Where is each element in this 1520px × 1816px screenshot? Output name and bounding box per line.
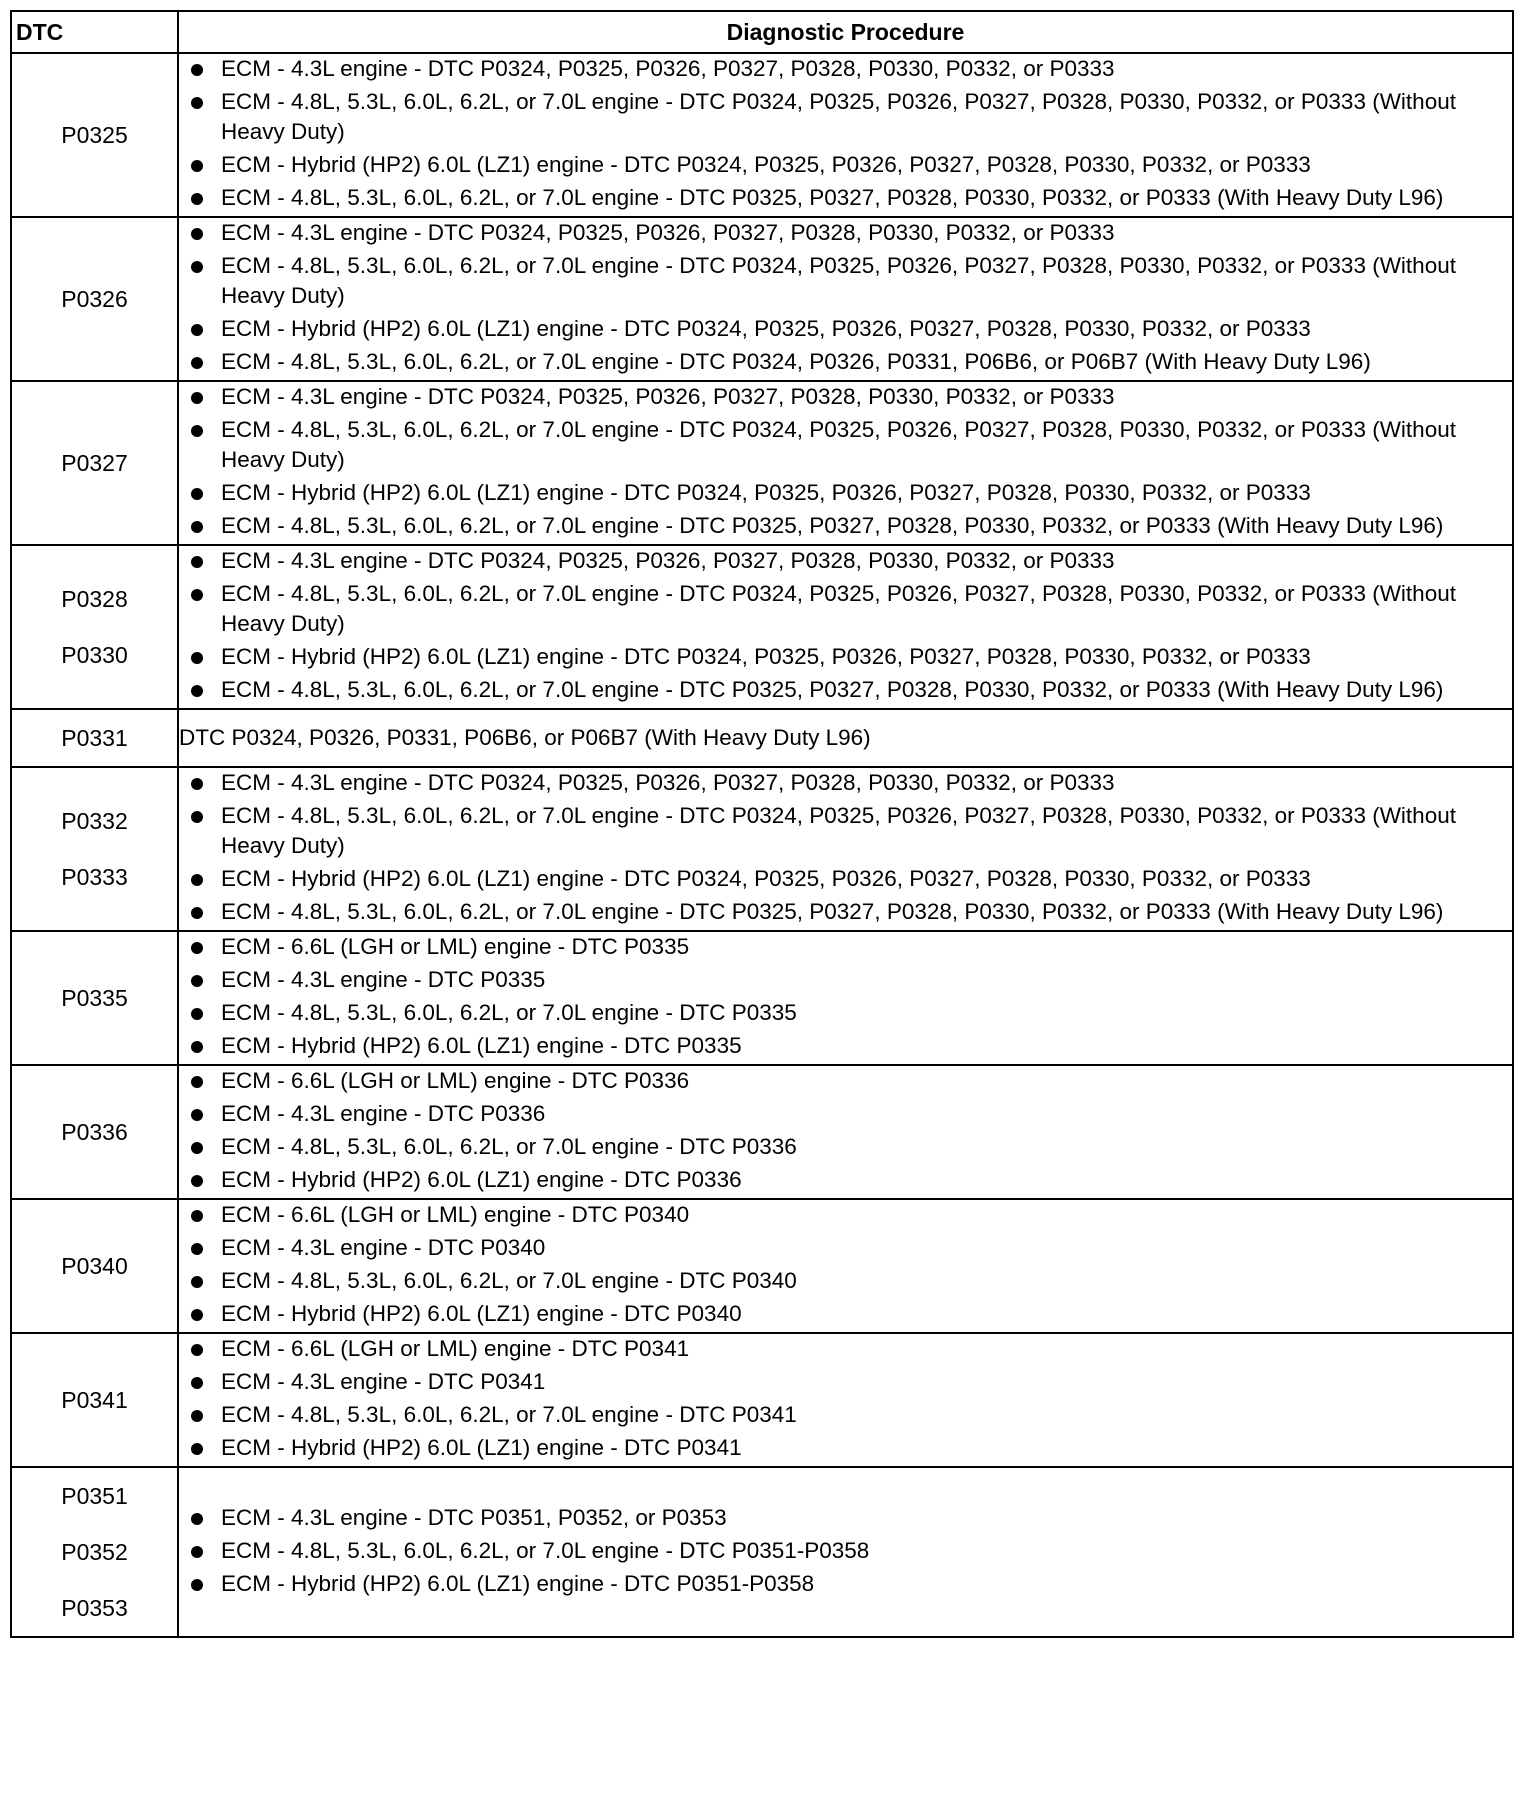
dtc-code: P0353 [61,1595,128,1621]
procedure-item-text: ECM - 4.3L engine - DTC P0351, P0352, or P0353 [221,1504,727,1530]
bullet-icon [191,324,203,336]
procedure-item-text: ECM - 4.3L engine - DTC P0324, P0325, P0326, P0327, P0328, P0330, P0332, or P0333 [221,548,1115,573]
procedure-item [179,1099,1512,1129]
procedure-list [179,1200,1512,1329]
procedure-item [179,87,1512,147]
bullet-icon [191,1546,203,1558]
procedure-cell [178,931,1513,1065]
table-row [11,53,1513,217]
procedure-item-text: ECM - 4.3L engine - DTC P0324, P0325, P0326, P0327, P0328, P0330, P0332, or P0333 [221,56,1115,81]
procedure-item-text: ECM - Hybrid (HP2) 6.0L (LZ1) engine - DTC P0336 [221,1167,742,1192]
dtc-cell [11,545,178,709]
dtc-cell [11,1065,178,1199]
dtc-code: P0351 [61,1483,128,1509]
bullet-icon [191,64,203,76]
procedure-item [179,932,1512,962]
procedure-item-text: ECM - Hybrid (HP2) 6.0L (LZ1) engine - DTC P0324, P0325, P0326, P0327, P0328, P0330, P0332, or P0333 [221,480,1311,505]
bullet-icon [191,488,203,500]
bullet-icon [191,261,203,273]
bullet-icon [191,1276,203,1288]
procedure-cell [178,217,1513,381]
dtc-code: P0325 [61,122,128,148]
procedure-list [179,1503,1512,1599]
header-diagnostic-procedure: Diagnostic Procedure [178,11,1513,53]
bullet-icon [191,1410,203,1422]
procedure-item-text: ECM - 4.8L, 5.3L, 6.0L, 6.2L, or 7.0L engine - DTC P0325, P0327, P0328, P0330, P0332, or P0333 (With Heavy Duty L96) [221,185,1444,210]
bullet-icon [191,1243,203,1255]
bullet-icon [191,1041,203,1053]
procedure-item [179,998,1512,1028]
procedure-item [179,1536,1512,1566]
procedure-item [179,1200,1512,1230]
procedure-item [179,1299,1512,1329]
procedure-list [179,1066,1512,1195]
procedure-item-text: ECM - 4.3L engine - DTC P0335 [221,967,546,992]
dtc-code: P0327 [61,450,128,476]
table-row [11,381,1513,545]
bullet-icon [191,1008,203,1020]
table-row [11,545,1513,709]
procedure-item [179,1031,1512,1061]
procedure-list [179,218,1512,377]
procedure-cell [178,53,1513,217]
procedure-list [179,768,1512,927]
procedure-text: DTC P0324, P0326, P0331, P06B6, or P06B7 (With Heavy Duty L96) [179,725,871,750]
dtc-cell [11,1467,178,1637]
dtc-code: P0335 [61,985,128,1011]
bullet-icon [191,1443,203,1455]
procedure-item-text: ECM - 4.8L, 5.3L, 6.0L, 6.2L, or 7.0L engine - DTC P0351-P0358 [221,1537,870,1563]
bullet-icon [191,1309,203,1321]
bullet-icon [191,392,203,404]
procedure-item-text: ECM - 4.8L, 5.3L, 6.0L, 6.2L, or 7.0L engine - DTC P0324, P0326, P0331, P06B6, or P06B7 (With Heavy Duty L96) [221,349,1371,374]
procedure-item [179,1367,1512,1397]
bullet-icon [191,1109,203,1121]
bullet-icon [191,1175,203,1187]
procedure-item-text: ECM - 4.8L, 5.3L, 6.0L, 6.2L, or 7.0L engine - DTC P0325, P0327, P0328, P0330, P0332, or P0333 (With Heavy Duty L96) [221,677,1444,702]
procedure-list [179,54,1512,213]
procedure-item-text: ECM - 6.6L (LGH or LML) engine - DTC P0336 [221,1068,690,1093]
table-row [11,931,1513,1065]
dtc-code: P0340 [61,1253,128,1279]
procedure-item-text: ECM - Hybrid (HP2) 6.0L (LZ1) engine - DTC P0324, P0325, P0326, P0327, P0328, P0330, P0332, or P0333 [221,152,1311,177]
procedure-item-text: ECM - 4.3L engine - DTC P0341 [221,1369,546,1394]
bullet-icon [191,811,203,823]
table-header-row [11,11,1513,53]
bullet-icon [191,1142,203,1154]
bullet-icon [191,942,203,954]
bullet-icon [191,97,203,109]
dtc-code: P0336 [61,1119,128,1145]
dtc-code: P0326 [61,286,128,312]
header-dtc: DTC [11,11,178,53]
procedure-item [179,251,1512,311]
bullet-icon [191,874,203,886]
procedure-item [179,579,1512,639]
procedure-item [179,801,1512,861]
procedure-item [179,546,1512,576]
procedure-item [179,314,1512,344]
procedure-list [179,1334,1512,1463]
procedure-item [179,1266,1512,1296]
dtc-cell [11,1333,178,1467]
table-row [11,1065,1513,1199]
bullet-icon [191,907,203,919]
procedure-item-text: ECM - 4.3L engine - DTC P0324, P0325, P0326, P0327, P0328, P0330, P0332, or P0333 [221,220,1115,245]
procedure-item [179,768,1512,798]
bullet-icon [191,1377,203,1389]
procedure-item [179,675,1512,705]
procedure-item [179,183,1512,213]
bullet-icon [191,228,203,240]
table-row [11,767,1513,931]
procedure-item-text: ECM - 4.8L, 5.3L, 6.0L, 6.2L, or 7.0L engine - DTC P0325, P0327, P0328, P0330, P0332, or P0333 (With Heavy Duty L96) [221,899,1444,924]
bullet-icon [191,1344,203,1356]
dtc-cell [11,217,178,381]
bullet-icon [191,1579,203,1591]
procedure-item [179,642,1512,672]
dtc-cell [11,381,178,545]
procedure-item-text: ECM - Hybrid (HP2) 6.0L (LZ1) engine - DTC P0341 [221,1435,742,1460]
table-row [11,1467,1513,1637]
procedure-list [179,932,1512,1061]
bullet-icon [191,975,203,987]
procedure-cell [178,1467,1513,1637]
bullet-icon [191,556,203,568]
procedure-item-text: ECM - 4.3L engine - DTC P0336 [221,1101,546,1126]
procedure-cell [178,1333,1513,1467]
bullet-icon [191,778,203,790]
procedure-item [179,478,1512,508]
procedure-item [179,382,1512,412]
procedure-item-text: ECM - 4.8L, 5.3L, 6.0L, 6.2L, or 7.0L engine - DTC P0324, P0325, P0326, P0327, P0328, P0330, P0332, or P0333 (Without Heavy Duty) [221,253,1456,308]
procedure-item [179,218,1512,248]
procedure-cell [178,709,1513,767]
procedure-item [179,54,1512,84]
procedure-item-text: ECM - 4.8L, 5.3L, 6.0L, 6.2L, or 7.0L engine - DTC P0324, P0325, P0326, P0327, P0328, P0330, P0332, or P0333 (Without Heavy Duty) [221,417,1456,472]
table-row [11,1199,1513,1333]
bullet-icon [191,1210,203,1222]
procedure-item [179,1132,1512,1162]
procedure-item [179,965,1512,995]
procedure-item-text: ECM - 4.8L, 5.3L, 6.0L, 6.2L, or 7.0L engine - DTC P0324, P0325, P0326, P0327, P0328, P0330, P0332, or P0333 (Without Heavy Duty) [221,581,1456,636]
bullet-icon [191,1513,203,1525]
procedure-item-text: ECM - 4.8L, 5.3L, 6.0L, 6.2L, or 7.0L engine - DTC P0324, P0325, P0326, P0327, P0328, P0330, P0332, or P0333 (Without Heavy Duty) [221,803,1456,858]
dtc-code: P0330 [61,642,128,668]
procedure-item [179,1334,1512,1364]
procedure-item [179,1433,1512,1463]
dtc-cell [11,931,178,1065]
dtc-cell [11,709,178,767]
bullet-icon [191,160,203,172]
dtc-code: P0331 [61,725,128,751]
table-body [11,53,1513,1637]
procedure-item-text: ECM - Hybrid (HP2) 6.0L (LZ1) engine - DTC P0324, P0325, P0326, P0327, P0328, P0330, P0332, or P0333 [221,316,1311,341]
procedure-cell [178,381,1513,545]
procedure-item-text: ECM - Hybrid (HP2) 6.0L (LZ1) engine - DTC P0324, P0325, P0326, P0327, P0328, P0330, P0332, or P0333 [221,866,1311,891]
procedure-item [179,150,1512,180]
dtc-cell [11,1199,178,1333]
bullet-icon [191,425,203,437]
procedure-item [179,1503,1512,1533]
procedure-item-text: ECM - 4.8L, 5.3L, 6.0L, 6.2L, or 7.0L engine - DTC P0335 [221,1000,797,1025]
procedure-item-text: ECM - 4.3L engine - DTC P0324, P0325, P0326, P0327, P0328, P0330, P0332, or P0333 [221,384,1115,409]
bullet-icon [191,652,203,664]
procedure-item [179,415,1512,475]
bullet-icon [191,685,203,697]
procedure-item [179,1165,1512,1195]
procedure-item-text: ECM - 6.6L (LGH or LML) engine - DTC P0335 [221,934,690,959]
procedure-item [179,897,1512,927]
procedure-item-text: ECM - 4.8L, 5.3L, 6.0L, 6.2L, or 7.0L engine - DTC P0340 [221,1268,797,1293]
bullet-icon [191,357,203,369]
procedure-item-text: ECM - Hybrid (HP2) 6.0L (LZ1) engine - DTC P0340 [221,1301,742,1326]
bullet-icon [191,193,203,205]
dtc-code: P0328 [61,586,128,612]
table-row [11,709,1513,767]
procedure-cell [178,767,1513,931]
table-row [11,1333,1513,1467]
procedure-item-text: ECM - Hybrid (HP2) 6.0L (LZ1) engine - DTC P0351-P0358 [221,1570,815,1596]
procedure-item [179,1233,1512,1263]
procedure-item [179,511,1512,541]
procedure-item-text: ECM - 4.8L, 5.3L, 6.0L, 6.2L, or 7.0L engine - DTC P0341 [221,1402,797,1427]
procedure-item-text: ECM - 4.3L engine - DTC P0340 [221,1235,546,1260]
dtc-cell [11,767,178,931]
dtc-code: P0352 [61,1539,128,1565]
procedure-item [179,1400,1512,1430]
procedure-cell [178,1199,1513,1333]
procedure-list [179,546,1512,705]
procedure-item-text: ECM - 4.3L engine - DTC P0324, P0325, P0326, P0327, P0328, P0330, P0332, or P0333 [221,770,1115,795]
procedure-cell [178,1065,1513,1199]
procedure-item [179,864,1512,894]
procedure-cell [178,545,1513,709]
bullet-icon [191,1076,203,1088]
bullet-icon [191,521,203,533]
procedure-item-text: ECM - Hybrid (HP2) 6.0L (LZ1) engine - DTC P0335 [221,1033,742,1058]
dtc-cell [11,53,178,217]
procedure-item [179,1569,1512,1599]
bullet-icon [191,589,203,601]
procedure-item-text: ECM - 6.6L (LGH or LML) engine - DTC P0341 [221,1336,690,1361]
procedure-item-text: ECM - 6.6L (LGH or LML) engine - DTC P0340 [221,1202,690,1227]
dtc-code: P0333 [61,864,128,890]
procedure-item-text: ECM - Hybrid (HP2) 6.0L (LZ1) engine - DTC P0324, P0325, P0326, P0327, P0328, P0330, P0332, or P0333 [221,644,1311,669]
procedure-item-text: ECM - 4.8L, 5.3L, 6.0L, 6.2L, or 7.0L engine - DTC P0325, P0327, P0328, P0330, P0332, or P0333 (With Heavy Duty L96) [221,513,1444,538]
procedure-item-text: ECM - 4.8L, 5.3L, 6.0L, 6.2L, or 7.0L engine - DTC P0336 [221,1134,797,1159]
dtc-code: P0332 [61,808,128,834]
procedure-item-text: ECM - 4.8L, 5.3L, 6.0L, 6.2L, or 7.0L engine - DTC P0324, P0325, P0326, P0327, P0328, P0330, P0332, or P0333 (Without Heavy Duty) [221,89,1456,144]
dtc-code: P0341 [61,1387,128,1413]
procedure-item [179,347,1512,377]
dtc-table [10,10,1514,1638]
procedure-list [179,382,1512,541]
table-row [11,217,1513,381]
procedure-item [179,1066,1512,1096]
